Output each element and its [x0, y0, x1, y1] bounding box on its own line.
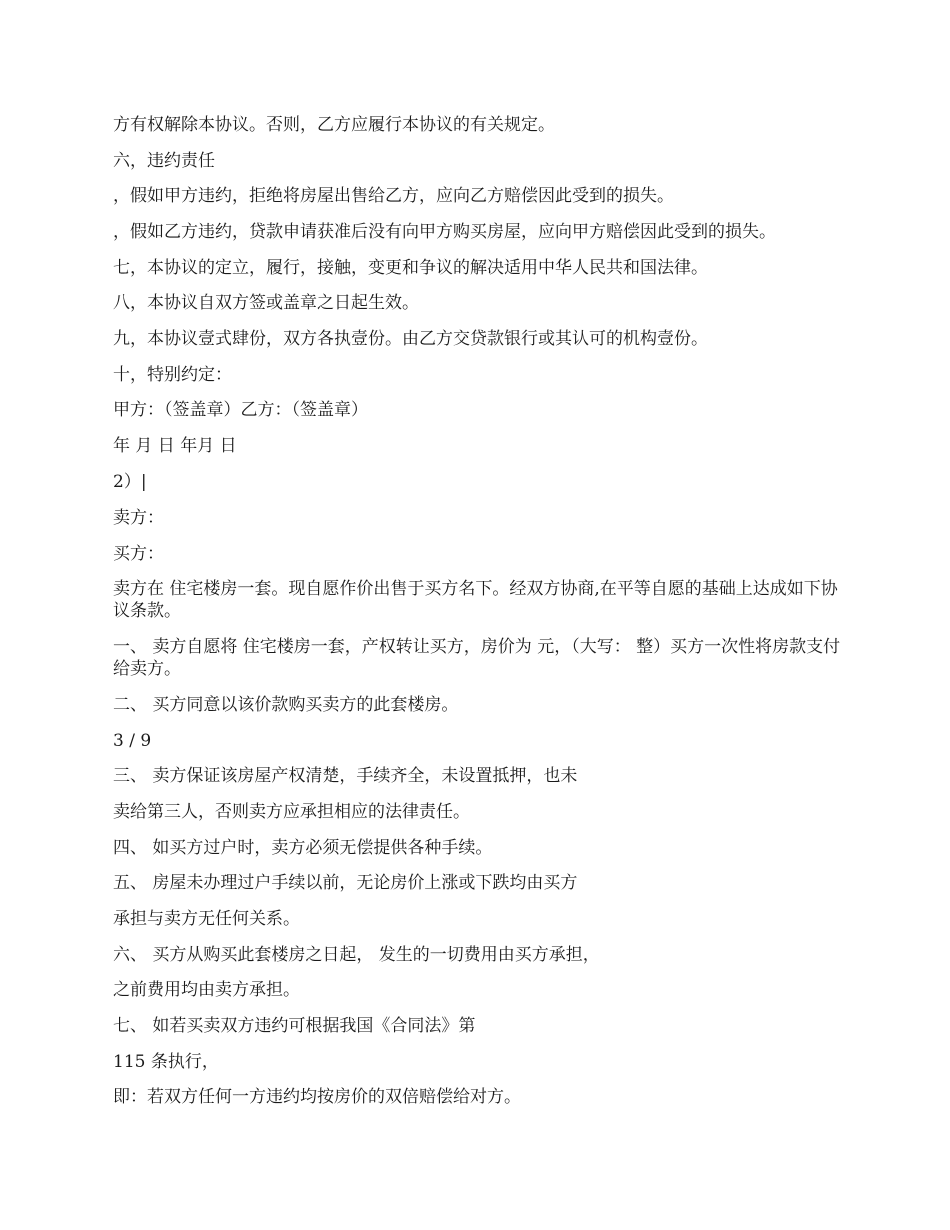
clause-1: 一、 卖方自愿将 住宅楼房一套，产权转让买方，房价为 元，（大写： 整）买方一次性将房款支付给卖方。: [113, 637, 841, 679]
clause-7-part-2: 115 条执行，: [113, 1052, 219, 1072]
clause-5-part-2: 承担与卖方无任何关系。: [113, 909, 300, 929]
clause-5-part-1: 五、 房屋未办理过户手续以前，无论房价上涨或下跌均由买方: [113, 873, 578, 893]
section-heading-breach-liability: 六，违约责任: [113, 151, 215, 171]
clause-3-part-2: 卖给第三人，否则卖方应承担相应的法律责任。: [113, 802, 470, 822]
paragraph-line-1: 方有权解除本协议。否则，乙方应履行本协议的有关规定。: [113, 115, 555, 135]
clause-6-part-2: 之前费用均由卖方承担。: [113, 980, 300, 1000]
clause-7-part-1: 七、 如若买卖双方违约可根据我国《合同法》第: [113, 1016, 476, 1036]
section-heading-special-terms: 十，特别约定：: [113, 365, 232, 385]
paragraph-line-applicable-law: 七，本协议的定立，履行，接触，变更和争议的解决适用中华人民共和国法律。: [113, 258, 708, 278]
clause-6-part-1: 六、 买方从购买此套楼房之日起， 发生的一切费用由买方承担，: [113, 945, 600, 965]
paragraph-line-party-b-breach: ，假如乙方违约，贷款申请获准后没有向甲方购买房屋，应向甲方赔偿因此受到的损失。: [113, 222, 776, 242]
clause-3-part-1: 三、 卖方保证该房屋产权清楚，手续齐全，未设置抵押，也未: [113, 766, 578, 786]
paragraph-seller-intro: 卖方在 住宅楼房一套。现自愿作价出售于买方名下。经双方协商,在平等自愿的基础上达成如下协议条款。: [113, 579, 838, 621]
paragraph-line-copies: 九，本协议壹式肆份，双方各执壹份。由乙方交贷款银行或其认可的机构壹份。: [113, 329, 708, 349]
buyer-label: 买方：: [113, 544, 164, 564]
page-number: 3 / 9: [113, 731, 152, 751]
seller-label: 卖方：: [113, 508, 164, 528]
clause-7-part-3: 即：若双方任何一方违约均按房价的双倍赔偿给对方。: [113, 1087, 521, 1107]
section-marker-2: 2）|: [113, 472, 147, 492]
date-line: 年 月 日 年月 日: [113, 436, 237, 456]
paragraph-line-effective-date: 八，本协议自双方签或盖章之日起生效。: [113, 293, 419, 313]
signature-line: 甲方：（签盖章）乙方：（签盖章）: [113, 400, 368, 420]
clause-4: 四、 如买方过户时，卖方必须无偿提供各种手续。: [113, 838, 493, 858]
clause-2: 二、 买方同意以该价款购买卖方的此套楼房。: [113, 695, 459, 715]
paragraph-line-party-a-breach: ，假如甲方违约，拒绝将房屋出售给乙方，应向乙方赔偿因此受到的损失。: [113, 186, 674, 206]
